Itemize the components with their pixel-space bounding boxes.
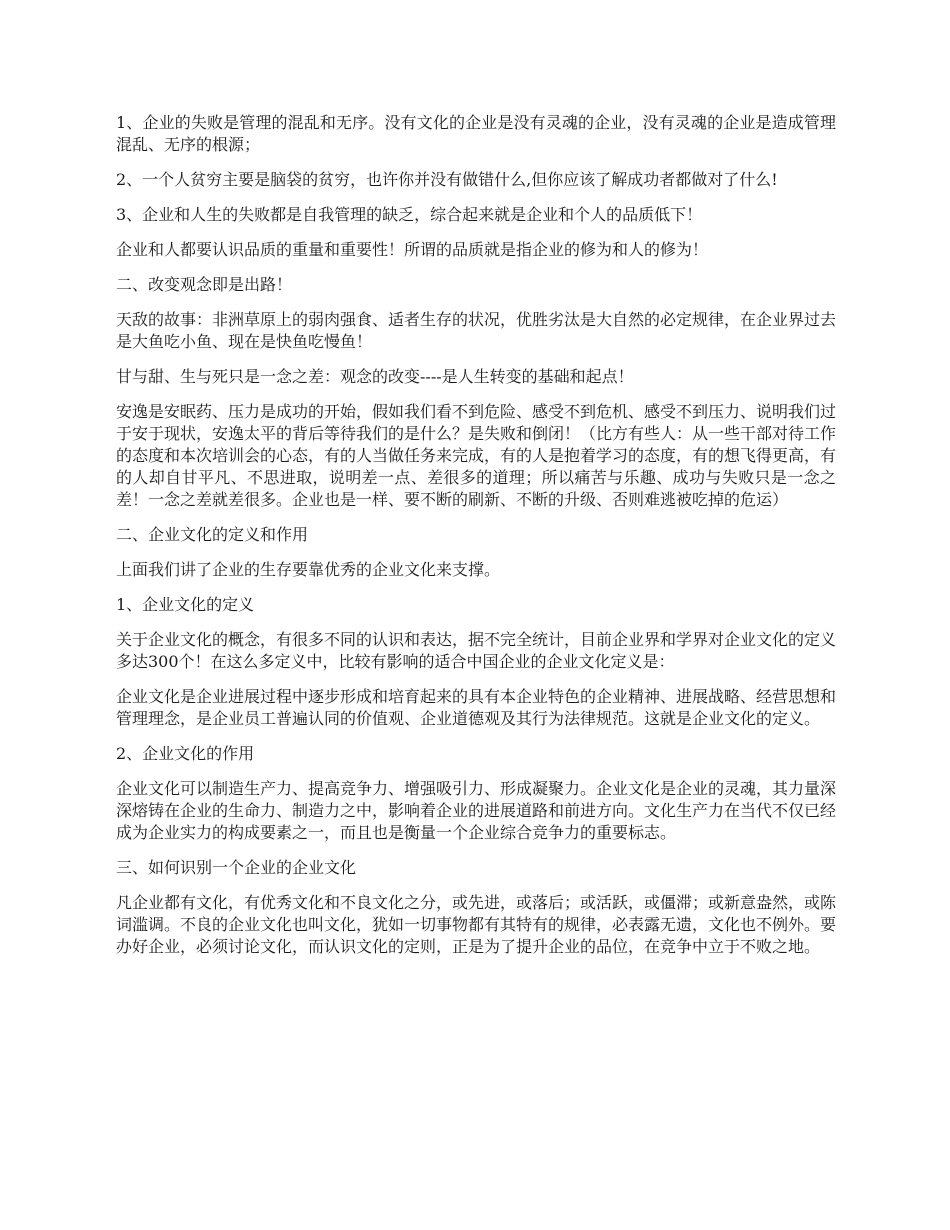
- document-page: [116, 112, 836, 971]
- section-heading-identify-culture: 三、如何识别一个企业的企业文化: [116, 858, 357, 877]
- subheading-culture-role: 2、企业文化的作用: [116, 744, 255, 763]
- paragraph-2: 2、一个人贫穷主要是脑袋的贫穷，也许你并没有做错什么,但你应该了解成功者都做对了什么!: [116, 170, 778, 189]
- section-heading-culture-definition: 二、企业文化的定义和作用: [116, 525, 309, 544]
- paragraph-3: 3、企业和人生的失败都是自我管理的缺乏，综合起来就是企业和个人的品质低下！: [116, 205, 703, 224]
- subheading-culture-definition: 1、企业文化的定义: [116, 595, 255, 614]
- paragraph-13: 企业文化是企业进展过程中逐步形成和培育起来的具有本企业特色的企业精神、进展战略、经营思想和管理理念，是企业员工普遍认同的价值观、企业道德观及其行为法律规范。这就是企业文化的定义。: [116, 687, 837, 728]
- paragraph-10: 上面我们讲了企业的生存要靠优秀的企业文化来支撑。: [116, 560, 501, 579]
- paragraph-17: 凡企业都有文化，有优秀文化和不良文化之分，或先进，或落后；或活跃，或僵滞；或新意盎然，或陈词滥调。不良的企业文化也叫文化，犹如一切事物都有其特有的规律，必表露无遗，文化也不例外。要办好企业，必须讨论文化，而认识文化的定则，正是为了提升企业的品位，在竞争中立于不败之地。: [116, 893, 837, 956]
- paragraph-6: 天敌的故事：非洲草原上的弱肉强食、适者生存的状况，优胜劣汰是大自然的必定规律，在企业界过去是大鱼吃小鱼、现在是快鱼吃慢鱼！: [116, 310, 837, 351]
- paragraph-4: 企业和人都要认识品质的重量和重要性！所谓的品质就是指企业的修为和人的修为！: [116, 240, 709, 259]
- paragraph-1: 1、企业的失败是管理的混乱和无序。没有文化的企业是没有灵魂的企业，没有灵魂的企业是造成管理混乱、无序的根源；: [116, 113, 836, 154]
- section-heading-change-mindset: 二、改变观念即是出路！: [116, 275, 293, 294]
- paragraph-8: 安逸是安眠药、压力是成功的开始，假如我们看不到危险、感受不到危机、感受不到压力、说明我们过于安于现状，安逸太平的背后等待我们的是什么？是失败和倒闭！（比方有些人：从一些干部对待工作的态度和本次培训会的心态，有的人当做任务来完成，有的人是抱着学习的态度，有的想飞得更高，有的人却自甘平凡、不思进取，说明差一点、差很多的道理；所以痛苦与乐趣、成功与失败只是一念之差！一念之差就差很多。企业也是一样、要不断的刷新、不断的升级、否则难逃被吃掉的危运）: [116, 402, 837, 509]
- paragraph-15: 企业文化可以制造生产力、提高竞争力、增强吸引力、形成凝聚力。企业文化是企业的灵魂，其力量深深熔铸在企业的生命力、制造力之中，影响着企业的进展道路和前进方向。文化生产力在当代不仅已经成为企业实力的构成要素之一，而且也是衡量一个企业综合竞争力的重要标志。: [116, 779, 837, 842]
- paragraph-12: 关于企业文化的概念，有很多不同的认识和表达，据不完全统计，目前企业界和学界对企业文化的定义多达300个！在这么多定义中，比较有影响的适合中国企业的企业文化定义是：: [116, 630, 837, 671]
- paragraph-7: 甘与甜、生与死只是一念之差：观念的改变----是人生转变的基础和起点！: [116, 367, 634, 386]
